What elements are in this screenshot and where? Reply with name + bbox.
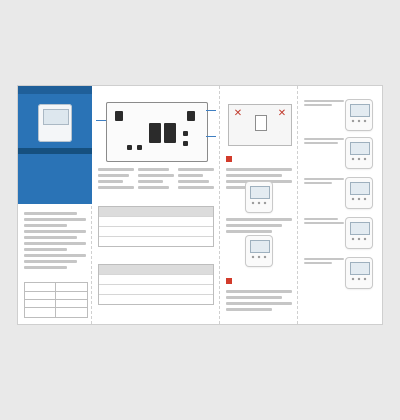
lcd-indicator-icon (183, 141, 188, 146)
cover-block (18, 86, 92, 204)
manual-sheet (18, 86, 382, 324)
thermostat-device-image (346, 178, 372, 208)
thermostat-device-image (346, 100, 372, 130)
lcd-digit (164, 123, 176, 143)
step-note (304, 258, 344, 266)
parameter-table (98, 264, 214, 305)
intro-text-block (24, 212, 86, 272)
no-mount-cross-icon: ✕ (277, 108, 287, 119)
mounting-position-diagram (228, 104, 292, 146)
lcd-indicator-icon (183, 131, 188, 136)
thermostat-device-image (346, 138, 372, 168)
callout-line (96, 120, 106, 121)
cover-top-strip (18, 86, 92, 94)
thermostat-device-image (246, 236, 272, 266)
thermostat-device-image (346, 218, 372, 248)
step-note (304, 138, 344, 146)
thermostat-device-image (346, 258, 372, 288)
lcd-small-digit (115, 111, 123, 121)
step-note (304, 218, 344, 226)
thermostat-mount-icon (255, 115, 267, 131)
cover-band (18, 148, 92, 154)
cover-thermostat-image (38, 104, 72, 142)
lcd-digit (149, 123, 161, 143)
lcd-indicator-icon (127, 145, 132, 150)
no-mount-cross-icon: ✕ (233, 108, 243, 119)
panel-installation (220, 86, 298, 324)
step-note (304, 178, 344, 186)
lcd-legend (98, 168, 214, 192)
panel-lcd-description (92, 86, 220, 324)
thermostat-device-image (246, 182, 272, 212)
lcd-indicator-icon (137, 145, 142, 150)
lcd-diagram (106, 102, 208, 162)
callout-line (206, 136, 216, 137)
spec-table (24, 282, 88, 318)
callout-line (206, 110, 216, 111)
install-step-text (226, 218, 292, 236)
warning-square-icon (226, 156, 232, 162)
warning-square-icon (226, 278, 232, 284)
cover-thermostat-lcd (43, 109, 69, 125)
panel-cover (18, 86, 92, 324)
panel-setup-steps (298, 86, 382, 324)
key-function-table (98, 206, 214, 247)
warning-block (226, 272, 292, 314)
step-note (304, 100, 344, 108)
lcd-small-digit (187, 111, 195, 121)
